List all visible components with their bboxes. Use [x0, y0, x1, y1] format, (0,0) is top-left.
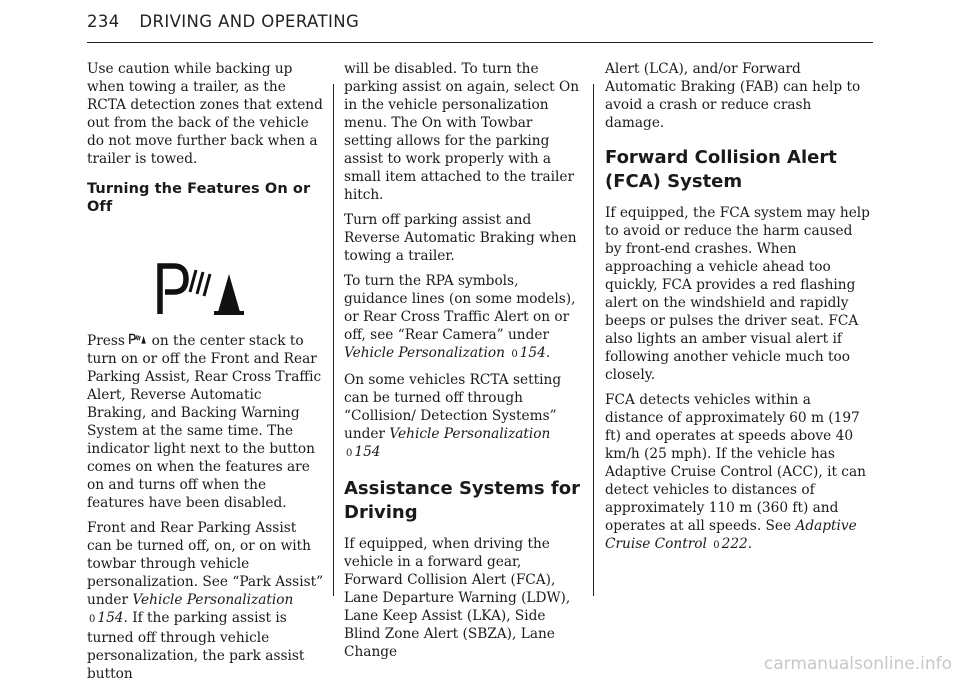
- column-divider: [333, 84, 334, 596]
- paragraph: FCA detects vehicles within a distance of approximately 60 m (197 ft) and operates at speeds above 40 km/h (25 mph). If the vehicle has Adaptive Cruise Control (ACC), it can detect vehicles to distances of approximately 110 m (360 ft) and operates at all speeds. See Adaptive Cruise Control 0 222.: [605, 392, 866, 552]
- paragraph: will be disabled. To turn the parking assist on again, select On in the vehicle personalization menu. The On with Towbar setting allows for the parking assist to work properly with a small item attached to the trailer hitch.: [344, 61, 580, 203]
- cross-reference-link[interactable]: Vehicle Personalization 0 154: [346, 426, 551, 460]
- park-assist-icon: [156, 262, 246, 316]
- paragraph: If equipped, when driving the vehicle in a forward gear, Forward Collision Alert (FCA), Lane Departure Warning (LDW), Lane Keep Assist (LKA), Side Blind Zone Alert (SBZA), Lane Change: [344, 536, 571, 660]
- section-title: DRIVING AND OPERATING: [139, 12, 360, 31]
- header-rule: [87, 42, 873, 43]
- page-number: 234: [87, 12, 120, 31]
- cross-reference-link[interactable]: Vehicle Personalization 0 154: [344, 345, 546, 361]
- page-ref-arrow-icon: 0: [713, 540, 720, 551]
- page-ref-arrow-icon: 0: [511, 349, 518, 360]
- park-assist-icon: [129, 332, 147, 346]
- paragraph: Turn off parking assist and Reverse Automatic Braking when towing a trailer.: [344, 212, 577, 264]
- paragraph: Front and Rear Parking Assist can be turned off, on, or on with towbar through vehicle personalization. See “Park Assist” under Vehicle Personalization 0 154. If the parking assist is turned off through vehicle personalization, the park assist button: [87, 520, 324, 682]
- cross-reference-link[interactable]: Vehicle Personalization 0 154: [89, 592, 294, 626]
- paragraph: Alert (LCA), and/or Forward Automatic Braking (FAB) can help to avoid a crash or reduce crash damage.: [605, 61, 861, 131]
- column-3: [605, 60, 873, 562]
- paragraph: To turn the RPA symbols, guidance lines (on some models), or Rear Cross Traffic Alert on or off, see “Rear Camera” under Vehicle Personalization 0 154.: [344, 273, 576, 361]
- column-divider: [593, 84, 594, 596]
- page-ref-arrow-icon: 0: [89, 614, 96, 625]
- paragraph: On some vehicles RCTA setting can be turned off through “Collision/ Detection Systems” under Vehicle Personalization 0 154: [344, 372, 562, 460]
- paragraph: Use caution while backing up when towing a trailer, as the RCTA detection zones that extend out from the back of the vehicle do not move further back when a trailer is towed.: [87, 61, 323, 167]
- paragraph: If equipped, the FCA system may help to avoid or reduce the harm caused by front-end crashes. When approaching a vehicle ahead too quickly, FCA provides a red flashing alert on the windshield and rapidly beeps or pulses the driver seat. FCA also lights an amber visual alert if following another vehicle much too closely.: [605, 205, 870, 383]
- page-ref-arrow-icon: 0: [346, 448, 353, 459]
- column-2: [344, 60, 584, 668]
- cross-reference-link[interactable]: Adaptive Cruise Control 0 222: [605, 518, 857, 552]
- column-1: [87, 60, 325, 690]
- paragraph: Press on the center stack to turn on or off the Front and Rear Parking Assist, Rear Cross Traffic Alert, Reverse Automatic Braking, and Backing Warning System at the same time. The indicator light next to the button comes on when the features are on and turns off when the features have been disabled.: [87, 333, 322, 511]
- section-heading-assistance-systems: Assistance Systems for Driving: [344, 478, 580, 523]
- watermark: carmanualsonline.info: [763, 654, 952, 674]
- section-heading-fca-system: Forward Collision Alert (FCA) System: [605, 147, 837, 192]
- subheading-turning-features: Turning the Features On or Off: [87, 181, 311, 215]
- page-header: [87, 12, 873, 31]
